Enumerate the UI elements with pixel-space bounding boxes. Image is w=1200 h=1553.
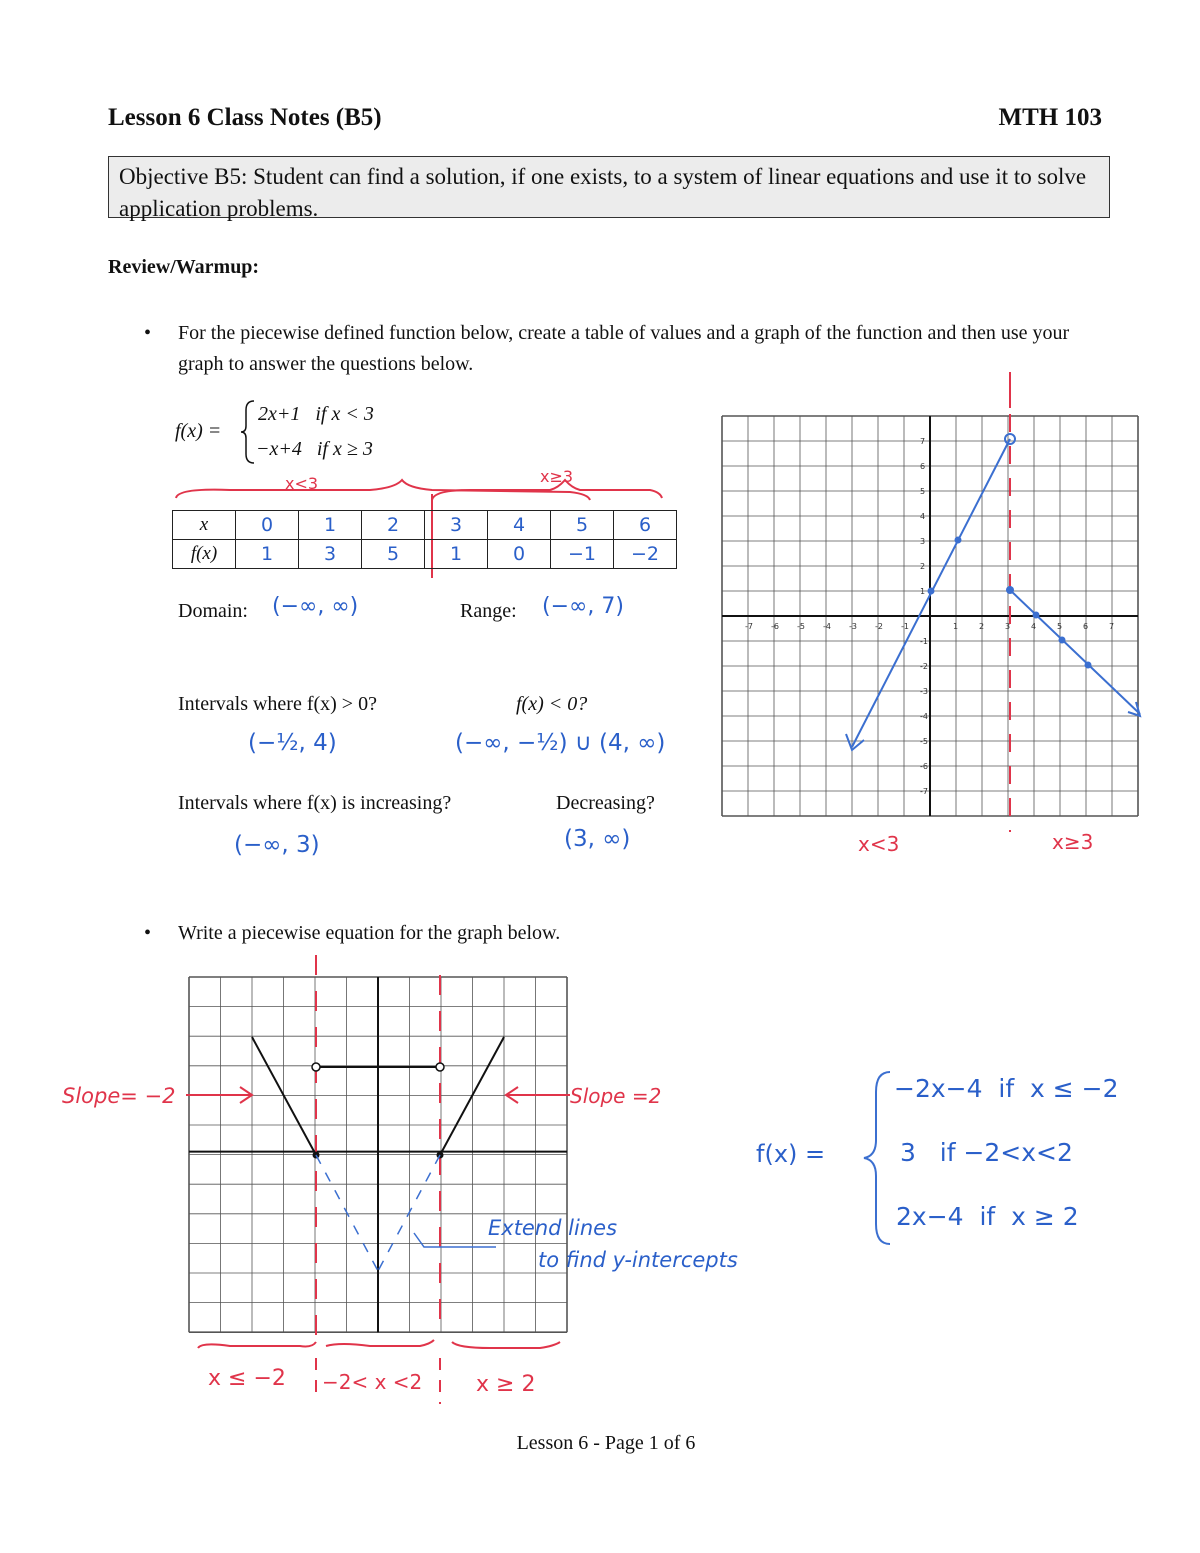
values-table xyxy=(172,510,677,569)
y-tick-label: -7 xyxy=(920,787,928,796)
negative-answer: (−∞, −½) ∪ (4, ∞) xyxy=(455,730,666,756)
increasing-question: Intervals where f(x) is increasing? xyxy=(178,792,452,814)
page-footer: Lesson 6 - Page 1 of 6 xyxy=(516,1432,696,1454)
y-tick-label: 1 xyxy=(920,587,926,596)
table-cell: 0 xyxy=(488,540,551,569)
slope-left-label: Slope= −2 xyxy=(62,1084,176,1108)
graph-piecewise-1 xyxy=(718,372,1146,872)
x-tick-label: 3 xyxy=(1005,622,1011,631)
y-tick-label: 5 xyxy=(920,487,926,496)
objective-box: Objective B5: Student can find a solution, if one exists, to a system of linear equations and use it to solve application problems. xyxy=(108,156,1110,218)
course-code: MTH 103 xyxy=(998,104,1102,131)
table-cell: 5 xyxy=(551,511,614,540)
y-tick-label: -5 xyxy=(920,737,928,746)
answer-lhs: f(x) = xyxy=(756,1140,826,1168)
answer-piece-3: 2x−4 if x ≥ 2 xyxy=(896,1202,1079,1231)
point-3-1 xyxy=(1006,586,1014,594)
lesson-title: Lesson 6 Class Notes (B5) xyxy=(108,104,382,131)
y-tick-label: 7 xyxy=(920,437,926,446)
table-cell: 4 xyxy=(488,511,551,540)
range-answer: (−∞, 7) xyxy=(542,594,624,619)
review-heading: Review/Warmup: xyxy=(108,256,260,278)
y-tick-label: 3 xyxy=(920,537,926,546)
answer-brace xyxy=(862,1068,894,1248)
y-tick-label: 2 xyxy=(920,562,926,571)
table-cell: −2 xyxy=(614,540,677,569)
decreasing-answer: (3, ∞) xyxy=(564,826,631,852)
intercept-pointer xyxy=(414,1233,496,1247)
interval-3: x ≥ 2 xyxy=(476,1372,536,1397)
x-tick-label: -4 xyxy=(823,622,831,631)
extend-note-1: Extend lines xyxy=(488,1216,618,1240)
table-header-x: x xyxy=(173,511,236,540)
x-tick-label: 2 xyxy=(979,622,985,631)
answer-piece-2: 3 if −2<x<2 xyxy=(900,1138,1073,1167)
slope-left-arrow xyxy=(186,1087,252,1103)
point-1-3 xyxy=(928,588,935,595)
y-tick-label: 6 xyxy=(920,462,926,471)
extension-left xyxy=(316,1155,378,1271)
range-label: Range: xyxy=(460,600,517,622)
function-piece-2: −x+4 if x ≥ 3 xyxy=(256,438,373,460)
point-5-neg1 xyxy=(1059,637,1066,644)
graph1-label-right: x≥3 xyxy=(1052,830,1094,854)
answer-piece-1: −2x−4 if x ≤ −2 xyxy=(894,1074,1119,1103)
brace-label-right: x≥3 xyxy=(540,467,574,486)
extension-right xyxy=(378,1155,440,1271)
segment-right xyxy=(440,1037,504,1155)
grid-2 xyxy=(189,977,567,1332)
segment-left xyxy=(252,1037,316,1155)
decreasing-question: Decreasing? xyxy=(556,792,655,814)
point-4-0 xyxy=(1033,612,1040,619)
interval-1: x ≤ −2 xyxy=(208,1366,286,1391)
x-tick-label: -2 xyxy=(875,622,883,631)
table-cell: 2 xyxy=(362,511,425,540)
x-tick-label: 5 xyxy=(1057,622,1063,631)
point-2-5 xyxy=(955,537,962,544)
interval-2: −2< x <2 xyxy=(322,1370,423,1394)
slope-right-label: Slope =2 xyxy=(570,1084,662,1108)
x-tick-label: 4 xyxy=(1031,622,1037,631)
domain-label: Domain: xyxy=(178,600,248,622)
x-tick-label: 1 xyxy=(953,622,959,631)
slope-right-arrow xyxy=(506,1087,570,1103)
open-point-left xyxy=(312,1063,320,1071)
grid-1 xyxy=(722,416,1138,816)
line-neg-x-plus-4 xyxy=(1010,590,1140,714)
x-tick-label: 6 xyxy=(1083,622,1089,631)
domain-answer: (−∞, ∞) xyxy=(272,594,359,619)
function-piece-1: 2x+1 if x < 3 xyxy=(258,403,374,425)
y-tick-label: -3 xyxy=(920,687,928,696)
x-tick-label: -6 xyxy=(771,622,779,631)
open-point-right xyxy=(436,1063,444,1071)
y-tick-label: -1 xyxy=(920,637,928,646)
table-cell: 1 xyxy=(425,540,488,569)
y-tick-label: -6 xyxy=(920,762,928,771)
positive-question: Intervals where f(x) > 0? xyxy=(178,693,377,715)
point-6-neg2 xyxy=(1085,662,1092,669)
x-tick-label: -1 xyxy=(901,622,909,631)
x-tick-label: -3 xyxy=(849,622,857,631)
table-cell: 6 xyxy=(614,511,677,540)
graph1-label-left: x<3 xyxy=(858,832,900,856)
table-cell: 5 xyxy=(362,540,425,569)
table-row-fx xyxy=(173,540,677,569)
problem1-instructions: • For the piecewise defined function below, create a table of values and a graph of the function and then use your graph to answer the questions below. xyxy=(178,318,1098,380)
extend-note-2: to find y-intercepts xyxy=(538,1248,738,1272)
table-cell: −1 xyxy=(551,540,614,569)
table-cell: 1 xyxy=(299,511,362,540)
y-tick-label: -2 xyxy=(920,662,928,671)
x-tick-label: -7 xyxy=(745,622,753,631)
x-tick-label: -5 xyxy=(797,622,805,631)
positive-answer: (−½, 4) xyxy=(248,730,337,756)
table-cell: 3 xyxy=(299,540,362,569)
table-row-x xyxy=(173,511,677,540)
table-cell: 0 xyxy=(236,511,299,540)
brace-label-left: x<3 xyxy=(285,474,319,493)
negative-question: f(x) < 0? xyxy=(516,693,588,715)
function-lhs: f(x) = xyxy=(175,420,222,442)
table-cell: 3 xyxy=(425,511,488,540)
table-cell: 1 xyxy=(236,540,299,569)
graph-piecewise-2 xyxy=(186,955,576,1375)
increasing-answer: (−∞, 3) xyxy=(234,832,320,858)
y-tick-label: 4 xyxy=(920,512,926,521)
table-header-fx: f(x) xyxy=(173,540,236,569)
x-tick-label: 7 xyxy=(1109,622,1115,631)
problem2-instructions: • Write a piecewise equation for the graph below. xyxy=(178,922,560,945)
y-tick-label: -4 xyxy=(920,712,928,721)
